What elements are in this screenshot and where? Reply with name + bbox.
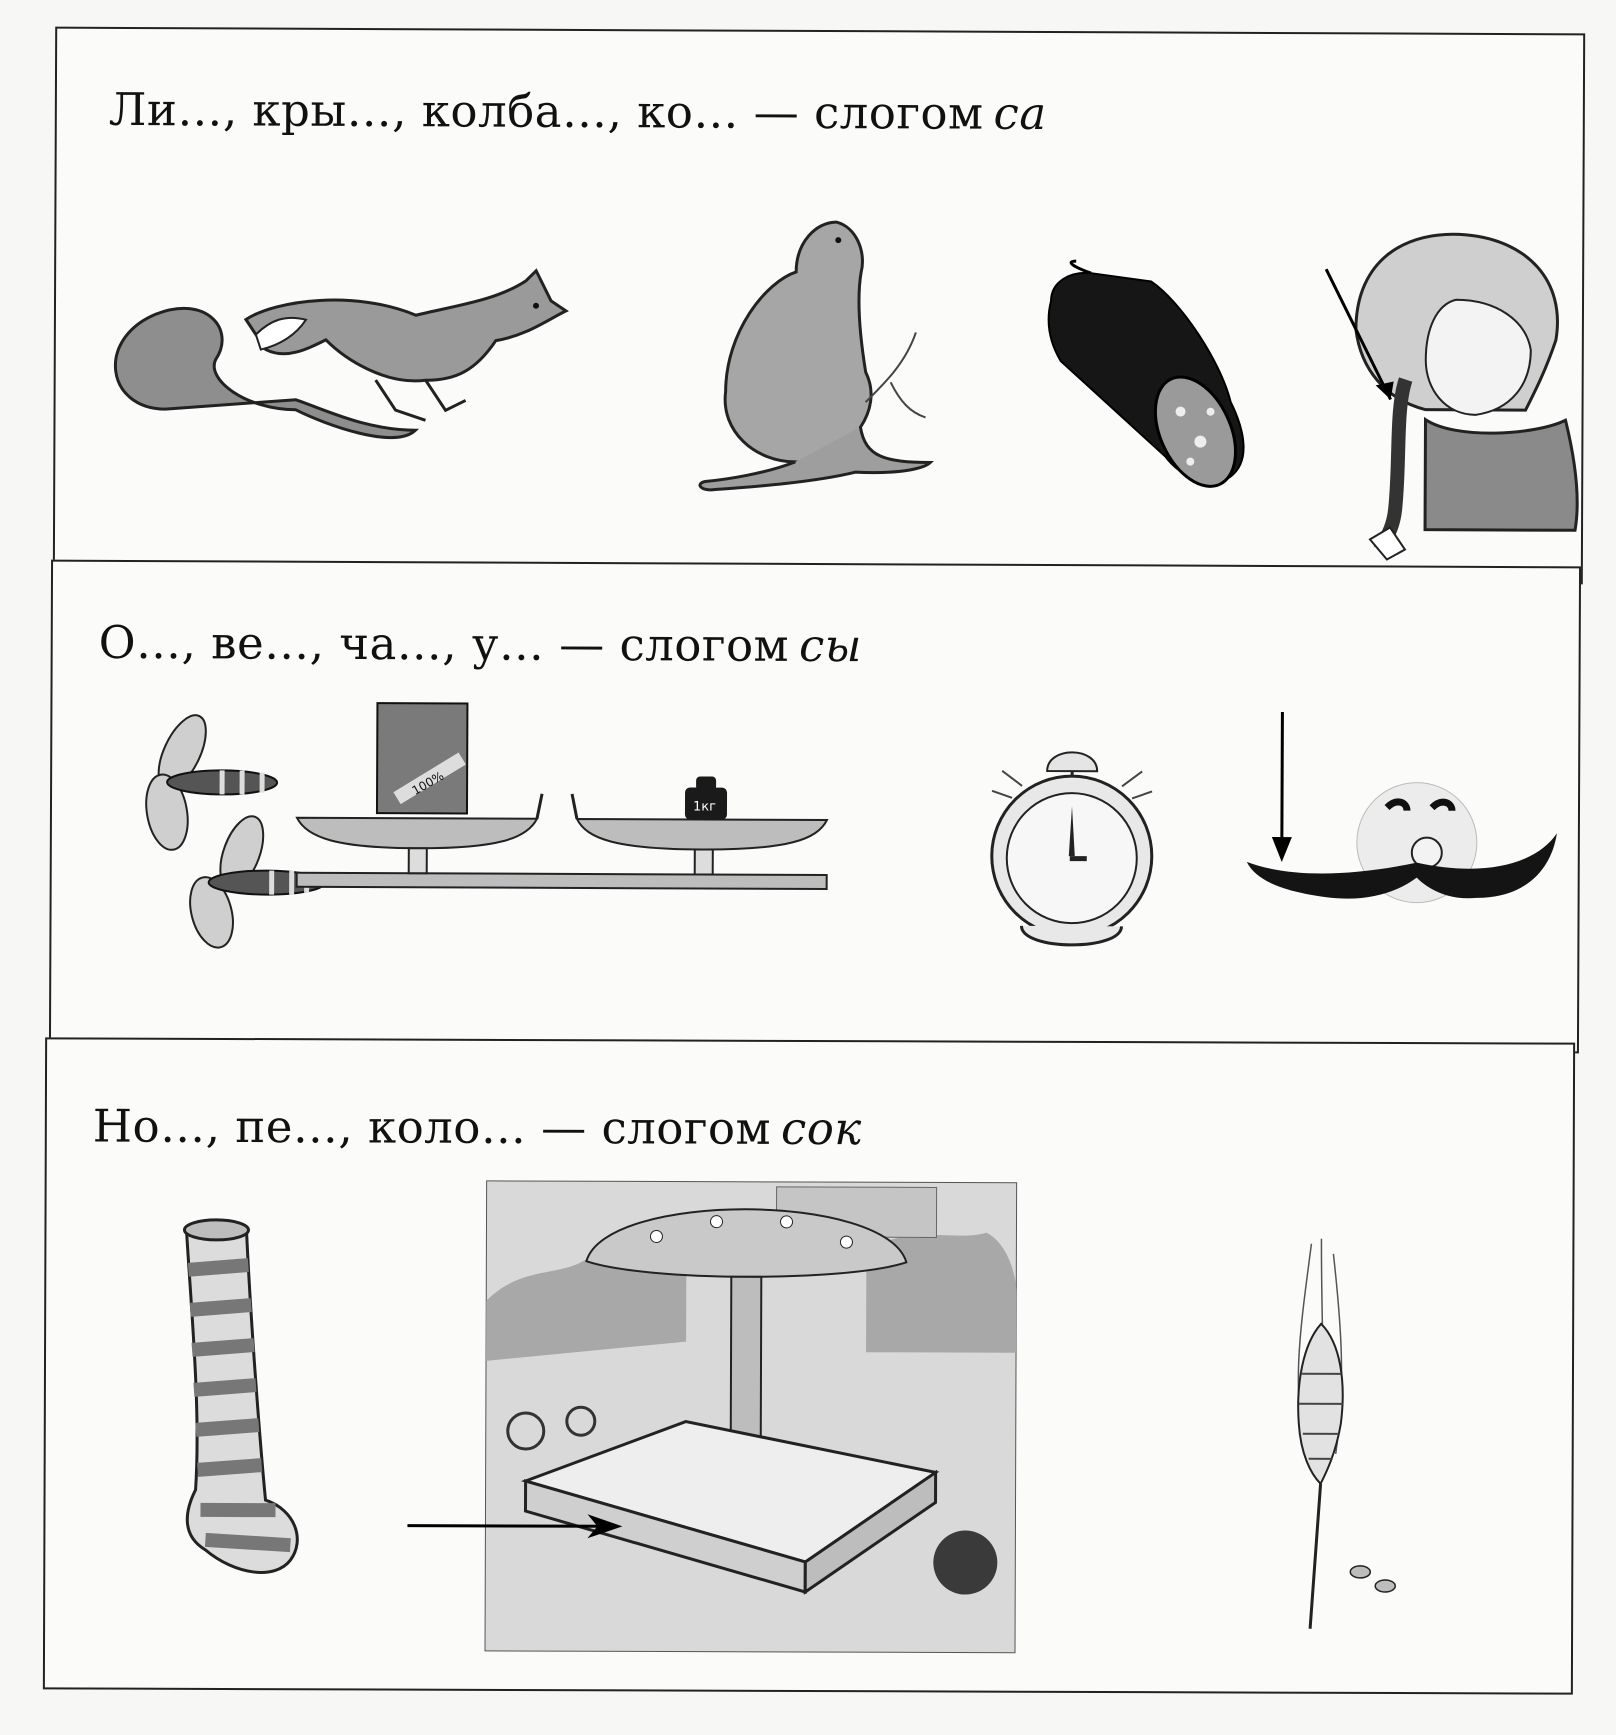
girl-braid-illustration xyxy=(1275,209,1587,570)
exercise-panel-sok xyxy=(43,1037,1575,1694)
exercise-panel-sy xyxy=(49,560,1581,1054)
weight-label: 1кг xyxy=(692,799,716,815)
prompt-text: О…, ве…, ча…, у… — слогом xyxy=(98,615,790,672)
arrow-icon xyxy=(407,1511,627,1542)
moustache-illustration xyxy=(1226,702,1567,953)
syllable-label: сок xyxy=(780,1101,862,1156)
alarm-clock-illustration xyxy=(981,736,1172,967)
exercise-prompt xyxy=(109,83,1047,140)
box-label: 100% xyxy=(409,768,447,798)
prompt-text: Но…, пе…, коло… — слогом xyxy=(92,1099,772,1155)
syllable-label: сы xyxy=(798,618,863,673)
exercise-prompt xyxy=(93,1099,862,1155)
syllable-label: са xyxy=(993,86,1047,140)
sausage-illustration xyxy=(1030,261,1261,502)
prompt-text: Ли…, кры…, колба…, ко… — слогом xyxy=(108,82,984,140)
wheat-ear-illustration xyxy=(1250,1234,1401,1635)
sock-illustration xyxy=(165,1210,316,1601)
exercise-prompt xyxy=(99,616,862,672)
scales-illustration xyxy=(296,703,877,936)
fox-illustration xyxy=(95,259,586,461)
exercise-panel-sa xyxy=(53,27,1585,585)
rat-illustration xyxy=(685,211,946,512)
sandbox-illustration xyxy=(485,1181,1017,1653)
